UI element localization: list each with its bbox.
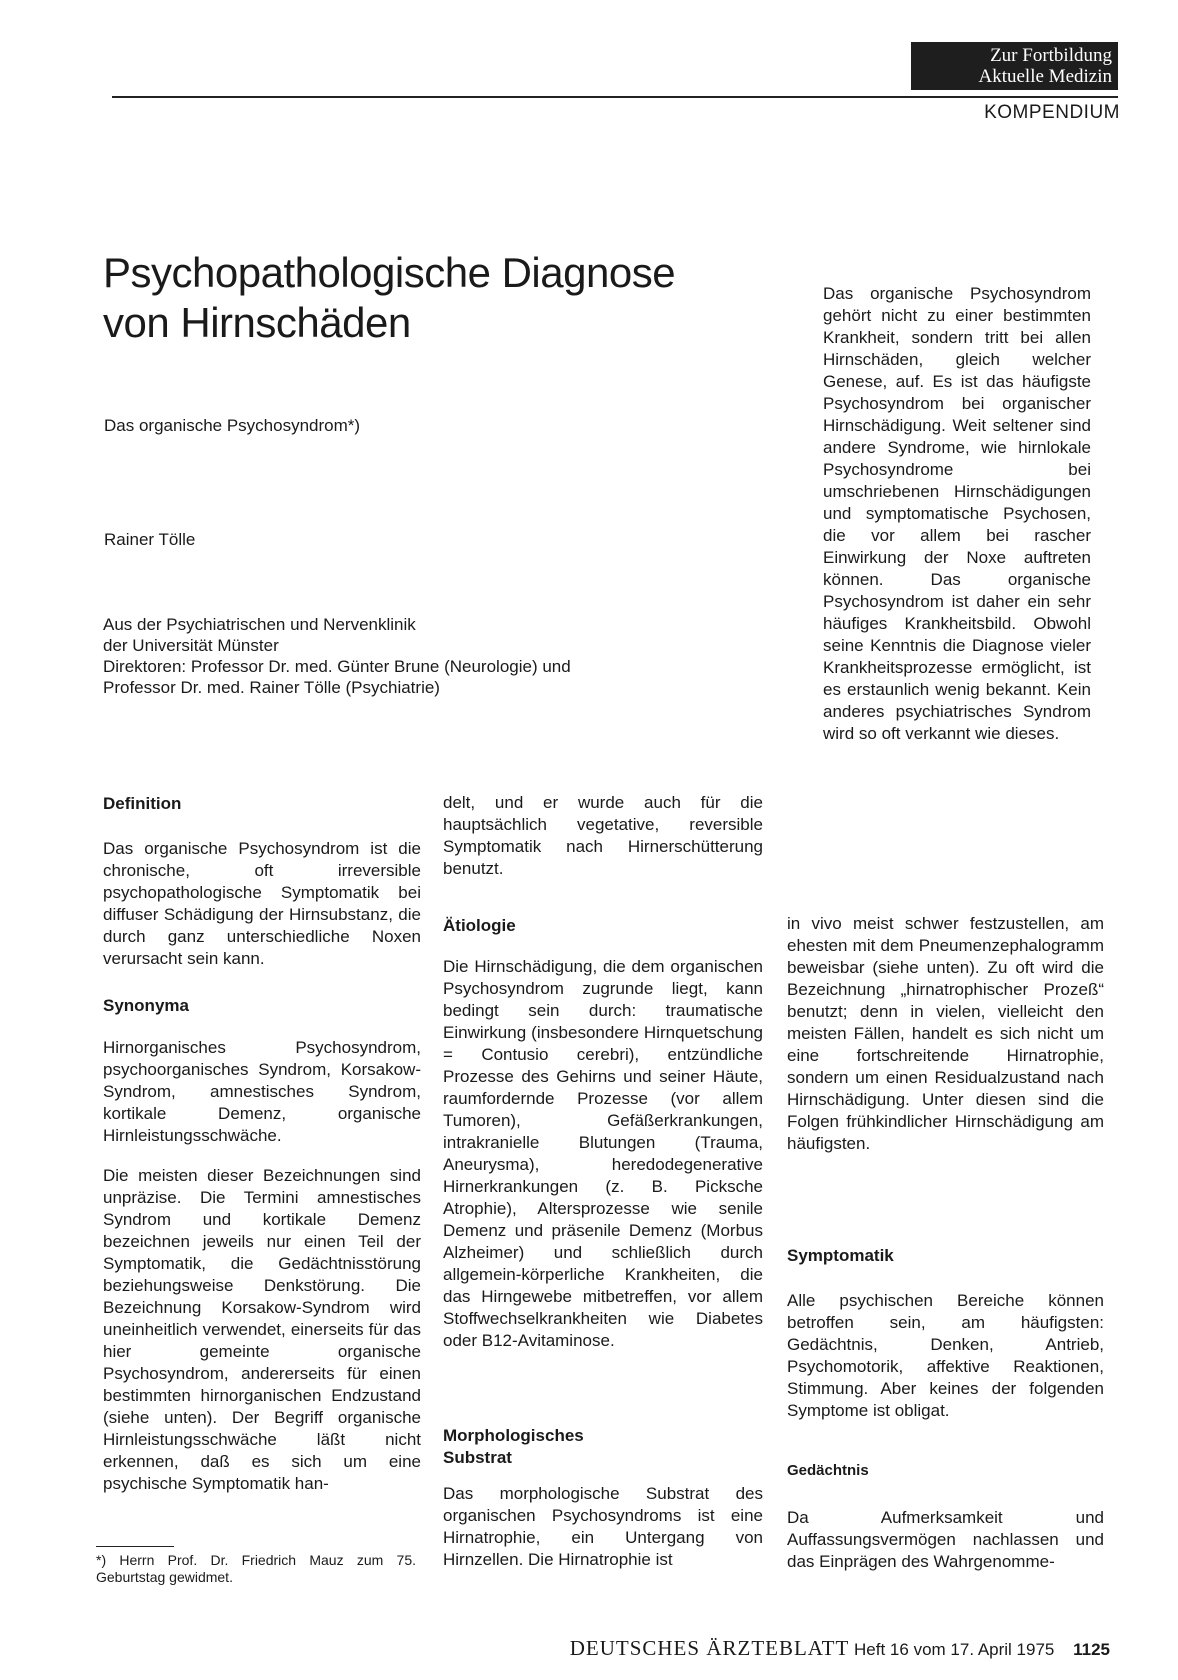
- section-label: KOMPENDIUM: [984, 102, 1120, 123]
- gedaechtnis-paragraph: Da Aufmerksamkeit und Auffassungsvermögen nachlassen und das Einprägen des Wahrgenomme-: [787, 1508, 1104, 1571]
- symptomatik-paragraph: Alle psychischen Bereiche können betroffen sein, am häufigsten: Gedächtnis, Denken, Antrieb, Psychomotorik, affektive Reaktionen, Stimmung. Aber keines der folgenden Symptome ist obligat.: [787, 1291, 1104, 1420]
- definition-heading: Definition: [103, 794, 182, 813]
- continued-paragraph-col3: in vivo meist schwer festzustellen, am ehesten mit dem Pneumenzephalogramm beweisbar (siehe unten). Zu oft wird die Bezeichnung „hirnatrophischer Prozeß“ benutzt; denn in vielen, vielleicht den meisten Fällen, handelt es sich nicht um eine fortschreitende Hirnatrophie, sondern um einen Residualzustand nach Hirnschädigung. Unter diesen sind die Folgen frühkindlicher Hirnschädigung am häufigsten.: [787, 914, 1104, 1153]
- badge-line-2: Aktuelle Medizin: [978, 66, 1112, 87]
- title-line-1: Psychopathologische Diagnose: [103, 249, 676, 296]
- affiliation-line: der Universität Münster: [103, 636, 279, 655]
- synonyma-paragraph: Hirnorganisches Psychosyndrom, psychoorganisches Syndrom, Korsakow-Syndrom, amnestisches Syndrom, kortikale Demenz, organische Hirnleistungsschwäche.: [103, 1038, 421, 1145]
- title-line-2: von Hirnschäden: [103, 299, 411, 346]
- gedaechtnis-heading: Gedächtnis: [787, 1462, 869, 1479]
- terms-paragraph: Die meisten dieser Bezeichnungen sind unpräzise. Die Termini amnestisches Syndrom und kortikale Demenz bezeichnen jeweils nur einen Teil der Symptomatik, die Gedächtnisstörung beziehungsweise Denkstörung. Die Bezeichnung Korsakow-Syndrom wird uneinheitlich verwendet, einerseits für das hier gemeinte organische Psychosyndrom, andererseits für einen bestimmten hirnorganischen Endzustand (siehe unten). Der Begriff organische Hirnleistungsschwäche läßt nicht erkennen, daß es sich um eine psychische Symptomatik han-: [103, 1166, 421, 1493]
- synonyma-heading: Synonyma: [103, 996, 189, 1015]
- header-rule: [112, 96, 1118, 98]
- aetiologie-paragraph: Die Hirnschädigung, die dem organischen Psychosyndrom zugrunde liegt, kann bedingt sein durch: traumatische Einwirkung (insbesondere Hirnquetschung = Contusio cerebri), entzündliche Prozesse des Gehirns und seiner Häute, raumfordernde Prozesse (vor allem Tumoren), Gefäßerkrankungen, intrakranielle Blutungen (Trauma, Aneurysma), heredodegenerative Hirnerkrankungen (z. B. Picksche Atrophie), Altersprozesse wie senile Demenz und präsenile Demenz (Morbus Alzheimer) und schließlich durch allgemein-körperliche Krankheiten, die das Hirngewebe mitbetreffen, vor allem Stoffwechselkrankheiten wie Diabetes oder B12-Avitaminose.: [443, 957, 763, 1350]
- continued-paragraph: delt, und er wurde auch für die hauptsächlich vegetative, reversible Symptomatik nach Hirnerschütterung benutzt.: [443, 793, 763, 878]
- affiliation-line: Professor Dr. med. Rainer Tölle (Psychiatrie): [103, 678, 440, 697]
- footnote: *) Herrn Prof. Dr. Friedrich Mauz zum 75. Geburtstag gewidmet.: [96, 1552, 416, 1585]
- intro-paragraph: Das organische Psychosyndrom gehört nicht zu einer bestimmten Krankheit, sondern tritt bei allen Hirnschäden, gleich welcher Genese, auf. Es ist das häufigste Psychosyndrom bei organischer Hirnschädigung. Weit seltener sind andere Syndrome, wie hirnlokale Psychosyndrome bei umschriebenen Hirnschädigungen und symptomatische Psychosen, die vor allem bei rascher Einwirkung der Noxe auftreten können. Das organische Psychosyndrom ist daher ein sehr häufiges Krankheitsbild. Obwohl seine Kenntnis die Diagnose vieler Krankheitsprozesse ermöglicht, ist es erstaunlich wenig bekannt. Kein anderes psychiatrisches Syndrom wird so oft verkannt wie dieses.: [823, 284, 1091, 743]
- badge-line-1: Zur Fortbildung: [990, 45, 1112, 66]
- definition-paragraph: Das organische Psychosyndrom ist die chronische, oft irreversible psychopathologische Symptomatik bei diffuser Schädigung der Hirnsubstanz, die durch ganz unterschiedliche Noxen verursacht sein kann.: [103, 839, 421, 968]
- issue-info: Heft 16 vom 17. April 1975: [854, 1640, 1055, 1659]
- affiliation-line: Direktoren: Professor Dr. med. Günter Brune (Neurologie) und: [103, 657, 571, 676]
- footnote-rule: [96, 1546, 174, 1547]
- morphology-heading-line-1: Morphologisches: [443, 1426, 584, 1445]
- page-number: 1125: [1073, 1640, 1110, 1659]
- page-footer: [480, 1636, 1110, 1661]
- morphology-heading: [443, 1425, 763, 1469]
- journal-name: DEUTSCHES ÄRZTEBLATT: [569, 1636, 850, 1660]
- article-subtitle: Das organische Psychosyndrom*): [104, 416, 361, 435]
- affiliation: [103, 614, 743, 698]
- author-name: Rainer Tölle: [104, 530, 196, 549]
- column-badge: [911, 42, 1118, 90]
- morphology-paragraph: Das morphologische Substrat des organischen Psychosyndroms ist eine Hirnatrophie, ein Untergang von Hirnzellen. Die Hirnatrophie ist: [443, 1484, 763, 1569]
- affiliation-line: Aus der Psychiatrischen und Nervenklinik: [103, 615, 416, 634]
- article-title: [103, 248, 783, 348]
- morphology-heading-line-2: Substrat: [443, 1448, 512, 1467]
- aetiologie-heading: Ätiologie: [443, 916, 516, 935]
- symptomatik-heading: Symptomatik: [787, 1246, 894, 1265]
